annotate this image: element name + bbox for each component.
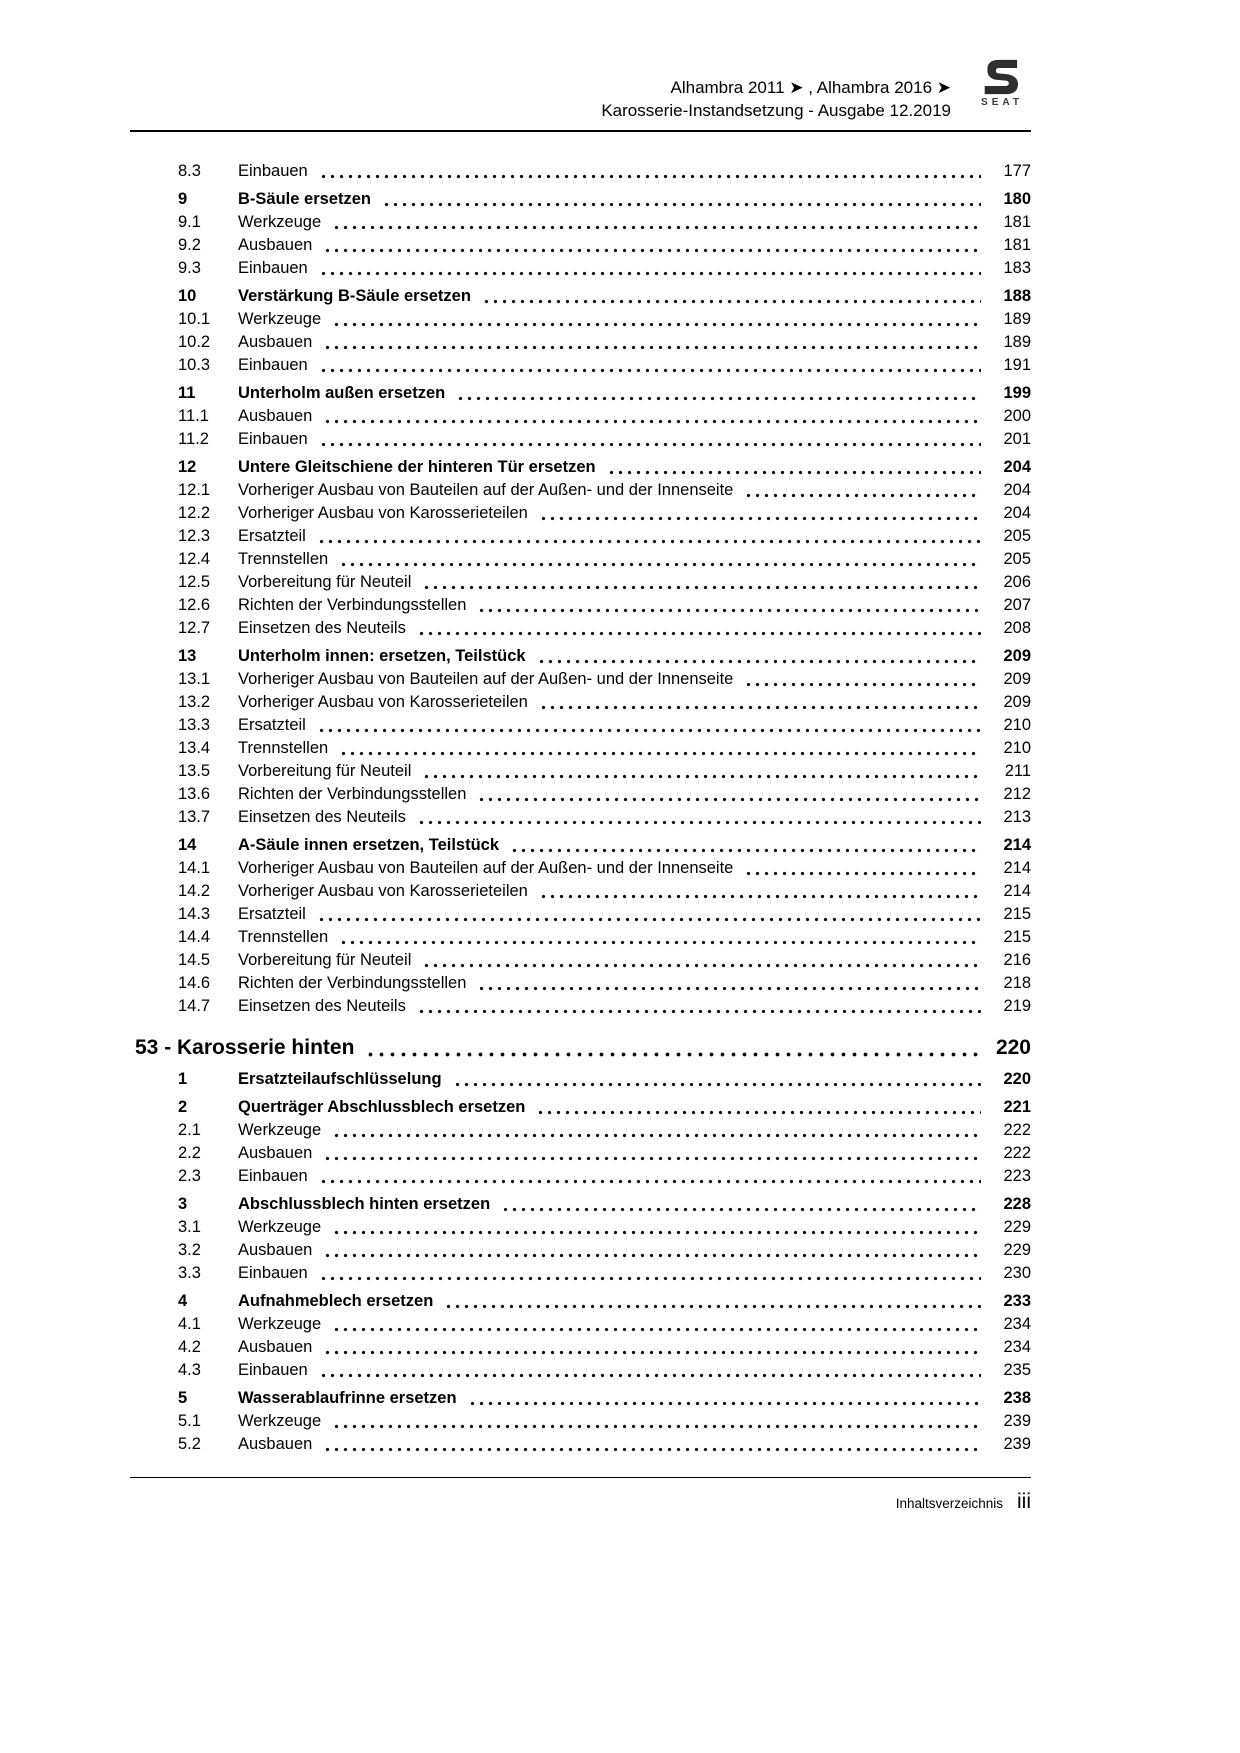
toc-entry-page: 205: [1003, 527, 1031, 545]
toc-entry: [130, 785, 1031, 808]
toc-entry-number: 3.3: [178, 1264, 201, 1282]
toc-entry: [130, 236, 1031, 259]
toc-entry-title: Richten der Verbindungsstellen: [238, 785, 467, 803]
toc-entry-number: 13.7: [178, 808, 211, 826]
seat-logo: [969, 59, 1031, 108]
toc-entry-number: 4.3: [178, 1361, 201, 1379]
toc-entry-page: 204: [1003, 458, 1031, 476]
toc-entry-page: 180: [1003, 190, 1031, 208]
toc-entry-number: 12.2: [178, 504, 211, 522]
toc-entry: [130, 1315, 1031, 1338]
toc-dot-leader: [442, 1292, 981, 1315]
toc-entry-page: 207: [1003, 596, 1031, 614]
toc-entry-title: Werkzeuge: [238, 1315, 322, 1333]
toc-entry-number: 2.3: [178, 1167, 201, 1185]
toc-entry-number: 11.2: [178, 430, 209, 448]
toc-entry: [130, 882, 1031, 905]
toc-entry-title: B-Säule ersetzen: [238, 190, 371, 208]
toc-entry-title: Ausbauen: [238, 1241, 313, 1259]
toc-entry-title: Einbauen: [238, 356, 308, 374]
toc-entry-page: 213: [1003, 808, 1031, 826]
toc-entry-page: 238: [1003, 1389, 1031, 1407]
toc-entry-title: Trennstellen: [238, 739, 329, 757]
toc-dot-leader: [535, 647, 981, 670]
toc-entry: [130, 1435, 1031, 1458]
toc-entry: [130, 384, 1031, 407]
toc-entry-number: 14.5: [178, 951, 211, 969]
toc-dot-leader: [534, 1098, 981, 1121]
toc-entry-title: Einsetzen des Neuteils: [238, 808, 406, 826]
toc-dot-leader: [454, 384, 981, 407]
toc-entry-title: Querträger Abschlussblech ersetzen: [238, 1098, 526, 1116]
toc-dot-leader: [315, 527, 981, 550]
toc-entry: [130, 859, 1031, 882]
toc-entry-title: Ersatzteil: [238, 527, 306, 545]
toc-entry-number: 3.1: [178, 1218, 201, 1236]
toc-entry-number: 14.6: [178, 974, 211, 992]
toc-entry-page: 234: [1003, 1338, 1031, 1356]
toc-entry-title: Einbauen: [238, 1264, 308, 1282]
toc-entry-title: Richten der Verbindungsstellen: [238, 974, 467, 992]
toc-entry-number: 9.1: [178, 213, 201, 231]
toc-entry-title: Vorbereitung für Neuteil: [238, 762, 412, 780]
toc-entry: [130, 693, 1031, 716]
toc-dot-leader: [330, 1412, 981, 1435]
toc-dot-leader: [330, 1121, 981, 1144]
toc-entry-title: Ausbauen: [238, 1144, 313, 1162]
toc-dot-leader: [380, 190, 981, 213]
toc-dot-leader: [537, 504, 981, 527]
toc-entry-page: 189: [1003, 310, 1031, 328]
toc-entry: [130, 739, 1031, 762]
toc-entry-title: Trennstellen: [238, 928, 329, 946]
toc-entry: [130, 596, 1031, 619]
toc-entry-title: A-Säule innen ersetzen, Teilstück: [238, 836, 500, 854]
toc-entry-number: 2.2: [178, 1144, 201, 1162]
page-header: [130, 0, 1031, 132]
toc-dot-leader: [321, 1338, 981, 1361]
toc-entry-number: 14.2: [178, 882, 211, 900]
toc-entry: [130, 716, 1031, 739]
toc-entry: [130, 1195, 1031, 1218]
toc-entry: [130, 310, 1031, 333]
toc-entry-page: 208: [1003, 619, 1031, 637]
toc-dot-leader: [508, 836, 981, 859]
toc-dot-leader: [742, 670, 981, 693]
toc-entry-number: 12.4: [178, 550, 211, 568]
toc-entry-page: 211: [1004, 762, 1031, 780]
toc-entry-number: 2.1: [178, 1121, 201, 1139]
toc-entry-title: Vorheriger Ausbau von Bauteilen auf der Außen- und der Innenseite: [238, 670, 734, 688]
toc-dot-leader: [315, 716, 981, 739]
toc-dot-leader: [537, 693, 981, 716]
toc-list: [130, 162, 1031, 1458]
toc-dot-leader: [451, 1070, 981, 1093]
toc-entry-number: 14.4: [178, 928, 211, 946]
toc-dot-leader: [317, 356, 981, 379]
toc-entry-number: 10.1: [178, 310, 211, 328]
toc-entry-page: 218: [1003, 974, 1031, 992]
toc-entry-title: Ersatzteil: [238, 905, 306, 923]
toc-dot-leader: [321, 333, 981, 356]
toc-entry-page: 214: [1003, 836, 1031, 854]
toc-entry-title: Vorheriger Ausbau von Bauteilen auf der Außen- und der Innenseite: [238, 481, 734, 499]
toc-entry-title: Vorheriger Ausbau von Karosserieteilen: [238, 693, 528, 711]
toc-dot-leader: [499, 1195, 981, 1218]
toc-entry-number: 13.2: [178, 693, 211, 711]
toc-entry-number: 4.1: [178, 1315, 201, 1333]
toc-entry-title: Einbauen: [238, 259, 308, 277]
toc-entry-page: 216: [1003, 951, 1031, 969]
seat-logo-text: SEAT: [981, 97, 1023, 108]
toc-entry: [130, 1264, 1031, 1287]
toc-dot-leader: [415, 808, 981, 831]
toc-entry-page: 201: [1003, 430, 1031, 448]
toc-entry-title: Werkzeuge: [238, 1218, 322, 1236]
toc-entry-title: Werkzeuge: [238, 1121, 322, 1139]
toc-entry-page: 229: [1003, 1241, 1031, 1259]
toc-entry-number: 13.6: [178, 785, 211, 803]
toc-dot-leader: [315, 905, 981, 928]
toc-entry-number: 3.2: [178, 1241, 201, 1259]
toc-entry-page: 228: [1003, 1195, 1031, 1213]
toc-dot-leader: [321, 1435, 981, 1458]
toc-entry: [130, 647, 1031, 670]
toc-entry: [130, 1361, 1031, 1384]
toc-dot-leader: [321, 407, 981, 430]
toc-entry: [130, 1218, 1031, 1241]
toc-dot-leader: [317, 1264, 981, 1287]
toc-entry-page: 234: [1003, 1315, 1031, 1333]
toc-entry-number: 10.3: [178, 356, 211, 374]
toc-entry-number: 4: [178, 1292, 188, 1310]
toc-entry-title: Ausbauen: [238, 333, 313, 351]
toc-dot-leader: [330, 1218, 981, 1241]
toc-entry-page: 239: [1003, 1412, 1031, 1430]
toc-entry: [130, 333, 1031, 356]
toc-entry-page: 188: [1003, 287, 1031, 305]
toc-entry: [130, 356, 1031, 379]
toc-entry: [130, 997, 1031, 1020]
toc-entry-page: 206: [1003, 573, 1031, 591]
toc-entry-title: Verstärkung B-Säule ersetzen: [238, 287, 471, 305]
toc-entry-number: 3: [178, 1195, 188, 1213]
toc-entry-page: 204: [1003, 481, 1031, 499]
toc-entry-page: 239: [1003, 1435, 1031, 1453]
toc-entry-title: Ersatzteil: [238, 716, 306, 734]
toc-entry-page: 200: [1003, 407, 1031, 425]
toc-entry: [130, 527, 1031, 550]
toc-dot-leader: [321, 1144, 981, 1167]
toc-entry-title: Aufnahmeblech ersetzen: [238, 1292, 434, 1310]
toc-dot-leader: [480, 287, 981, 310]
toc-entry-page: 214: [1003, 859, 1031, 877]
toc-entry: [130, 287, 1031, 310]
toc-dot-leader: [317, 430, 981, 453]
toc-entry-title: Wasserablaufrinne ersetzen: [238, 1389, 457, 1407]
toc-entry-page: 214: [1003, 882, 1031, 900]
toc-dot-leader: [415, 619, 981, 642]
toc-dot-leader: [317, 259, 981, 282]
toc-entry-number: 11: [178, 384, 196, 402]
toc-entry-page: 221: [1003, 1098, 1031, 1116]
toc-entry-page: 223: [1003, 1167, 1031, 1185]
toc-entry-title: Vorheriger Ausbau von Bauteilen auf der Außen- und der Innenseite: [238, 859, 734, 877]
toc-dot-leader: [475, 974, 981, 997]
toc-entry-title: Werkzeuge: [238, 1412, 322, 1430]
toc-entry-page: 230: [1003, 1264, 1031, 1282]
toc-dot-leader: [317, 1167, 981, 1190]
toc-dot-leader: [330, 1315, 981, 1338]
toc-entry-page: 220: [995, 1036, 1031, 1059]
toc-dot-leader: [420, 762, 981, 785]
toc-entry-number: 12.7: [178, 619, 211, 637]
toc-entry-number: 2: [178, 1098, 188, 1116]
toc-entry-title: Vorbereitung für Neuteil: [238, 951, 412, 969]
toc-entry: [130, 762, 1031, 785]
toc-entry-title: Ausbauen: [238, 407, 313, 425]
toc-entry: [130, 190, 1031, 213]
toc-dot-leader: [337, 550, 981, 573]
toc-entry-number: 5.2: [178, 1435, 201, 1453]
toc-entry-title: Ausbauen: [238, 236, 313, 254]
toc-entry-title: Werkzeuge: [238, 213, 322, 231]
toc-entry-number: 13.5: [178, 762, 211, 780]
toc-entry-title: Vorbereitung für Neuteil: [238, 573, 412, 591]
toc-entry-number: 13.3: [178, 716, 211, 734]
page-footer: [130, 1477, 1031, 1514]
toc-entry-title: Untere Gleitschiene der hinteren Tür ersetzen: [238, 458, 596, 476]
toc-entry: [130, 1144, 1031, 1167]
toc-entry-title: Vorheriger Ausbau von Karosserieteilen: [238, 882, 528, 900]
toc-entry-page: 183: [1003, 259, 1031, 277]
toc-entry-title: Trennstellen: [238, 550, 329, 568]
toc-entry: [130, 1389, 1031, 1412]
toc-entry: [130, 905, 1031, 928]
toc-entry: [130, 1098, 1031, 1121]
toc-entry-title: Einbauen: [238, 430, 308, 448]
toc-entry-title: 53 - Karosserie hinten: [135, 1036, 355, 1059]
header-model-line: Alhambra 2011 ➤ , Alhambra 2016 ➤: [670, 78, 951, 97]
toc-entry-page: 210: [1003, 716, 1031, 734]
toc-entry-number: 5: [178, 1389, 188, 1407]
toc-dot-leader: [475, 596, 981, 619]
toc-entry: [130, 1036, 1031, 1065]
seat-s-icon: [980, 59, 1020, 95]
toc-entry-page: 177: [1003, 162, 1031, 180]
toc-entry-number: 9.3: [178, 259, 201, 277]
toc-entry: [130, 458, 1031, 481]
toc-dot-leader: [475, 785, 981, 808]
toc-entry-number: 5.1: [178, 1412, 201, 1430]
toc-entry-title: Einsetzen des Neuteils: [238, 619, 406, 637]
toc-dot-leader: [415, 997, 981, 1020]
toc-entry-number: 11.1: [178, 407, 209, 425]
toc-entry-title: Ausbauen: [238, 1435, 313, 1453]
toc-dot-leader: [420, 951, 981, 974]
toc-dot-leader: [317, 162, 981, 185]
toc-entry-number: 14: [178, 836, 197, 854]
toc-entry: [130, 430, 1031, 453]
toc-entry-page: 191: [1003, 356, 1031, 374]
toc-entry: [130, 213, 1031, 236]
toc-entry-page: 181: [1003, 213, 1031, 231]
toc-entry: [130, 1338, 1031, 1361]
toc-entry-title: Vorheriger Ausbau von Karosserieteilen: [238, 504, 528, 522]
toc-dot-leader: [466, 1389, 981, 1412]
toc-dot-leader: [337, 739, 981, 762]
toc-entry-title: Einbauen: [238, 1361, 308, 1379]
toc-entry: [130, 928, 1031, 951]
toc-dot-leader: [605, 458, 981, 481]
header-document-line: Karosserie-Instandsetzung - Ausgabe 12.2019: [601, 101, 951, 120]
toc-entry: [130, 573, 1031, 596]
toc-entry-title: Einbauen: [238, 1167, 308, 1185]
toc-dot-leader: [337, 928, 981, 951]
toc-entry-page: 233: [1003, 1292, 1031, 1310]
toc-entry-number: 14.1: [178, 859, 211, 877]
toc-entry-page: 229: [1003, 1218, 1031, 1236]
toc-entry-page: 189: [1003, 333, 1031, 351]
toc-entry: [130, 808, 1031, 831]
toc-entry: [130, 407, 1031, 430]
toc-entry-page: 204: [1003, 504, 1031, 522]
toc-entry-page: 205: [1003, 550, 1031, 568]
toc-entry: [130, 619, 1031, 642]
toc-entry-title: Abschlussblech hinten ersetzen: [238, 1195, 491, 1213]
toc-entry-number: 12.6: [178, 596, 211, 614]
toc-entry-title: Einsetzen des Neuteils: [238, 997, 406, 1015]
toc-entry: [130, 1292, 1031, 1315]
toc-entry-number: 13.4: [178, 739, 211, 757]
toc-entry-number: 10: [178, 287, 197, 305]
toc-entry-number: 8.3: [178, 162, 201, 180]
toc-entry: [130, 670, 1031, 693]
toc-entry: [130, 1412, 1031, 1435]
toc-entry-number: 13.1: [178, 670, 211, 688]
toc-dot-leader: [420, 573, 981, 596]
toc-entry: [130, 504, 1031, 527]
toc-entry-page: 209: [1003, 647, 1031, 665]
toc-entry-page: 181: [1003, 236, 1031, 254]
toc-entry-title: Unterholm außen ersetzen: [238, 384, 446, 402]
toc-entry-number: 14.7: [178, 997, 211, 1015]
toc-entry-number: 12.5: [178, 573, 211, 591]
toc-entry-number: 10.2: [178, 333, 211, 351]
toc-entry: [130, 974, 1031, 997]
toc-entry-title: Einbauen: [238, 162, 308, 180]
toc-entry-page: 209: [1003, 670, 1031, 688]
toc-entry-title: Werkzeuge: [238, 310, 322, 328]
toc-dot-leader: [742, 481, 981, 504]
toc-entry: [130, 1121, 1031, 1144]
toc-entry: [130, 259, 1031, 282]
toc-entry-number: 9.2: [178, 236, 201, 254]
toc-entry: [130, 1070, 1031, 1093]
toc-entry-page: 199: [1003, 384, 1031, 402]
toc-dot-leader: [742, 859, 981, 882]
toc-entry: [130, 1241, 1031, 1264]
toc-entry: [130, 550, 1031, 573]
toc-entry: [130, 836, 1031, 859]
toc-entry-number: 13: [178, 647, 197, 665]
toc-entry: [130, 162, 1031, 185]
toc-dot-leader: [330, 213, 981, 236]
toc-entry: [130, 481, 1031, 504]
toc-entry-number: 9: [178, 190, 188, 208]
toc-dot-leader: [363, 1036, 981, 1065]
toc-entry-page: 215: [1003, 905, 1031, 923]
toc-entry-number: 12: [178, 458, 197, 476]
toc-entry: [130, 1167, 1031, 1190]
toc-entry-number: 1: [178, 1070, 188, 1088]
footer-rule: [130, 1477, 1031, 1478]
toc-entry-number: 12.3: [178, 527, 211, 545]
toc-entry: [130, 951, 1031, 974]
toc-entry-title: Ausbauen: [238, 1338, 313, 1356]
toc-entry-page: 220: [1003, 1070, 1031, 1088]
toc-entry-page: 209: [1003, 693, 1031, 711]
toc-entry-title: Unterholm innen: ersetzen, Teilstück: [238, 647, 526, 665]
toc-entry-page: 215: [1003, 928, 1031, 946]
toc-dot-leader: [317, 1361, 981, 1384]
toc-entry-page: 222: [1003, 1121, 1031, 1139]
toc-entry-page: 219: [1003, 997, 1031, 1015]
toc-dot-leader: [330, 310, 981, 333]
footer-page-number: iii: [1017, 1490, 1031, 1513]
toc-entry-page: 212: [1003, 785, 1031, 803]
header-rule: [130, 130, 1031, 132]
toc-entry-number: 14.3: [178, 905, 211, 923]
footer-label: Inhaltsverzeichnis: [895, 1496, 1003, 1511]
toc-entry-page: 210: [1003, 739, 1031, 757]
toc-entry-number: 12.1: [178, 481, 211, 499]
toc-entry-title: Richten der Verbindungsstellen: [238, 596, 467, 614]
toc-entry-number: 4.2: [178, 1338, 201, 1356]
toc-dot-leader: [321, 236, 981, 259]
toc-entry-title: Ersatzteilaufschlüsselung: [238, 1070, 442, 1088]
toc-entry-page: 235: [1003, 1361, 1031, 1379]
toc-dot-leader: [537, 882, 981, 905]
toc-dot-leader: [321, 1241, 981, 1264]
toc-entry-page: 222: [1003, 1144, 1031, 1162]
